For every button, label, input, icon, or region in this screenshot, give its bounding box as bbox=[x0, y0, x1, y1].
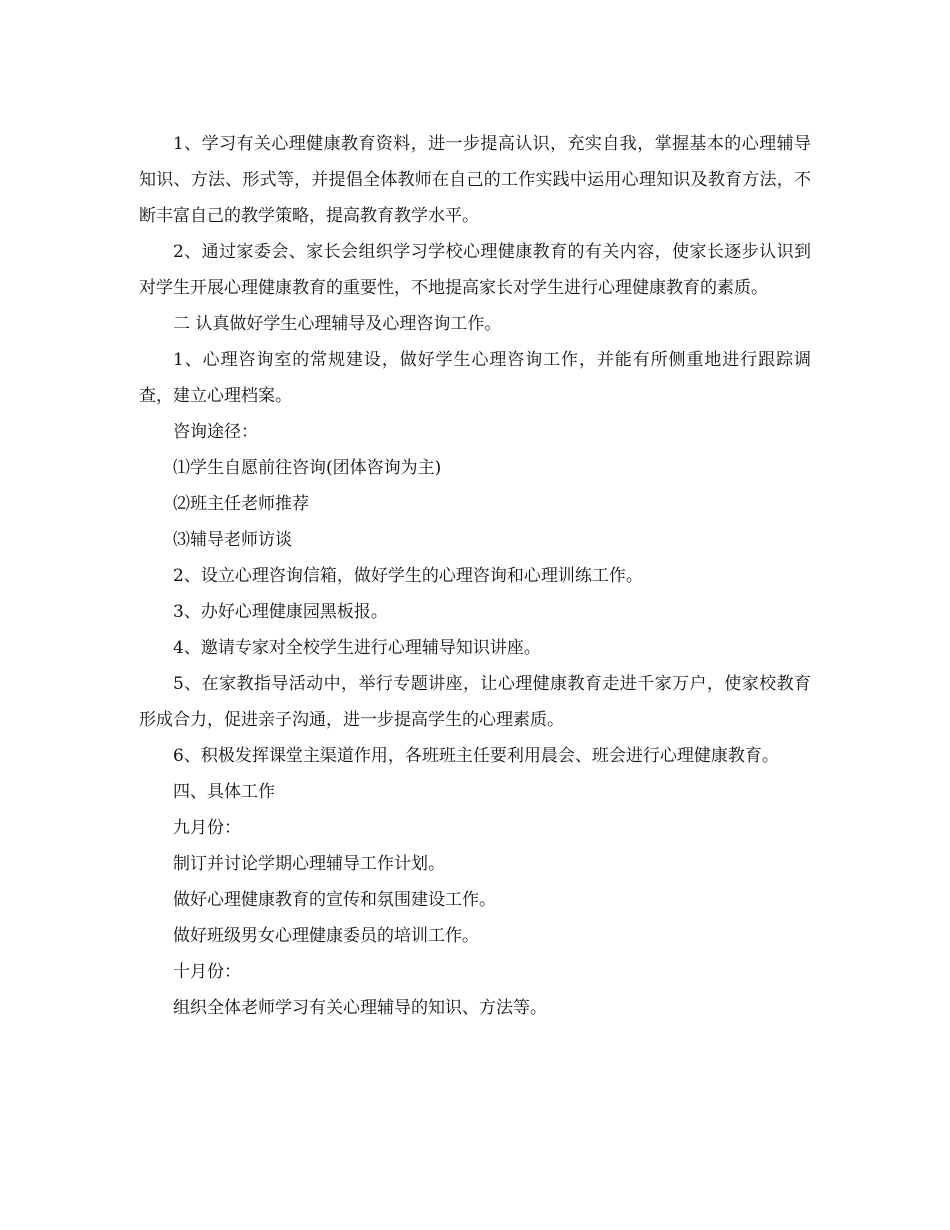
paragraph: 5、在家教指导活动中，举行专题讲座，让心理健康教育走进千家万户，使家校教育形成合力，促进亲子沟通，进一步提高学生的心理素质。 bbox=[139, 674, 811, 730]
list-item: ⑴学生自愿前往咨询(团体咨询为主) bbox=[173, 458, 442, 478]
paragraph: 6、积极发挥课堂主渠道作用，各班班主任要利用晨会、班会进行心理健康教育。 bbox=[173, 746, 779, 766]
section-heading: 四、具体工作 bbox=[173, 782, 275, 802]
task-item: 做好心理健康教育的宣传和氛围建设工作。 bbox=[173, 890, 496, 910]
paragraph: 3、办好心理健康园黑板报。 bbox=[173, 602, 388, 622]
paragraph: 2、设立心理咨询信箱，做好学生的心理咨询和心理训练工作。 bbox=[173, 566, 643, 586]
paragraph: 1、心理咨询室的常规建设，做好学生心理咨询工作，并能有所侧重地进行跟踪调查，建立心理档案。 bbox=[139, 350, 811, 406]
month-heading: 九月份： bbox=[173, 818, 241, 838]
paragraph: 咨询途径： bbox=[173, 422, 258, 442]
paragraph: 4、邀请专家对全校学生进行心理辅导知识讲座。 bbox=[173, 638, 541, 658]
list-item: ⑵班主任老师推荐 bbox=[173, 494, 309, 514]
month-heading: 十月份： bbox=[173, 962, 241, 982]
task-item: 组织全体老师学习有关心理辅导的知识、方法等。 bbox=[173, 998, 547, 1018]
paragraph: 2、通过家委会、家长会组织学习学校心理健康教育的有关内容，使家长逐步认识到对学生开展心理健康教育的重要性，不地提高家长对学生进行心理健康教育的素质。 bbox=[139, 242, 811, 298]
document-body bbox=[139, 126, 811, 1026]
section-heading: 二 认真做好学生心理辅导及心理咨询工作。 bbox=[173, 314, 502, 334]
task-item: 做好班级男女心理健康委员的培训工作。 bbox=[173, 926, 479, 946]
list-item: ⑶辅导老师访谈 bbox=[173, 530, 292, 550]
paragraph: 1、学习有关心理健康教育资料，进一步提高认识，充实自我，掌握基本的心理辅导知识、方法、形式等，并提倡全体教师在自己的工作实践中运用心理知识及教育方法，不断丰富自己的教学策略，提高教育教学水平。 bbox=[139, 134, 811, 226]
task-item: 制订并讨论学期心理辅导工作计划。 bbox=[173, 854, 445, 874]
